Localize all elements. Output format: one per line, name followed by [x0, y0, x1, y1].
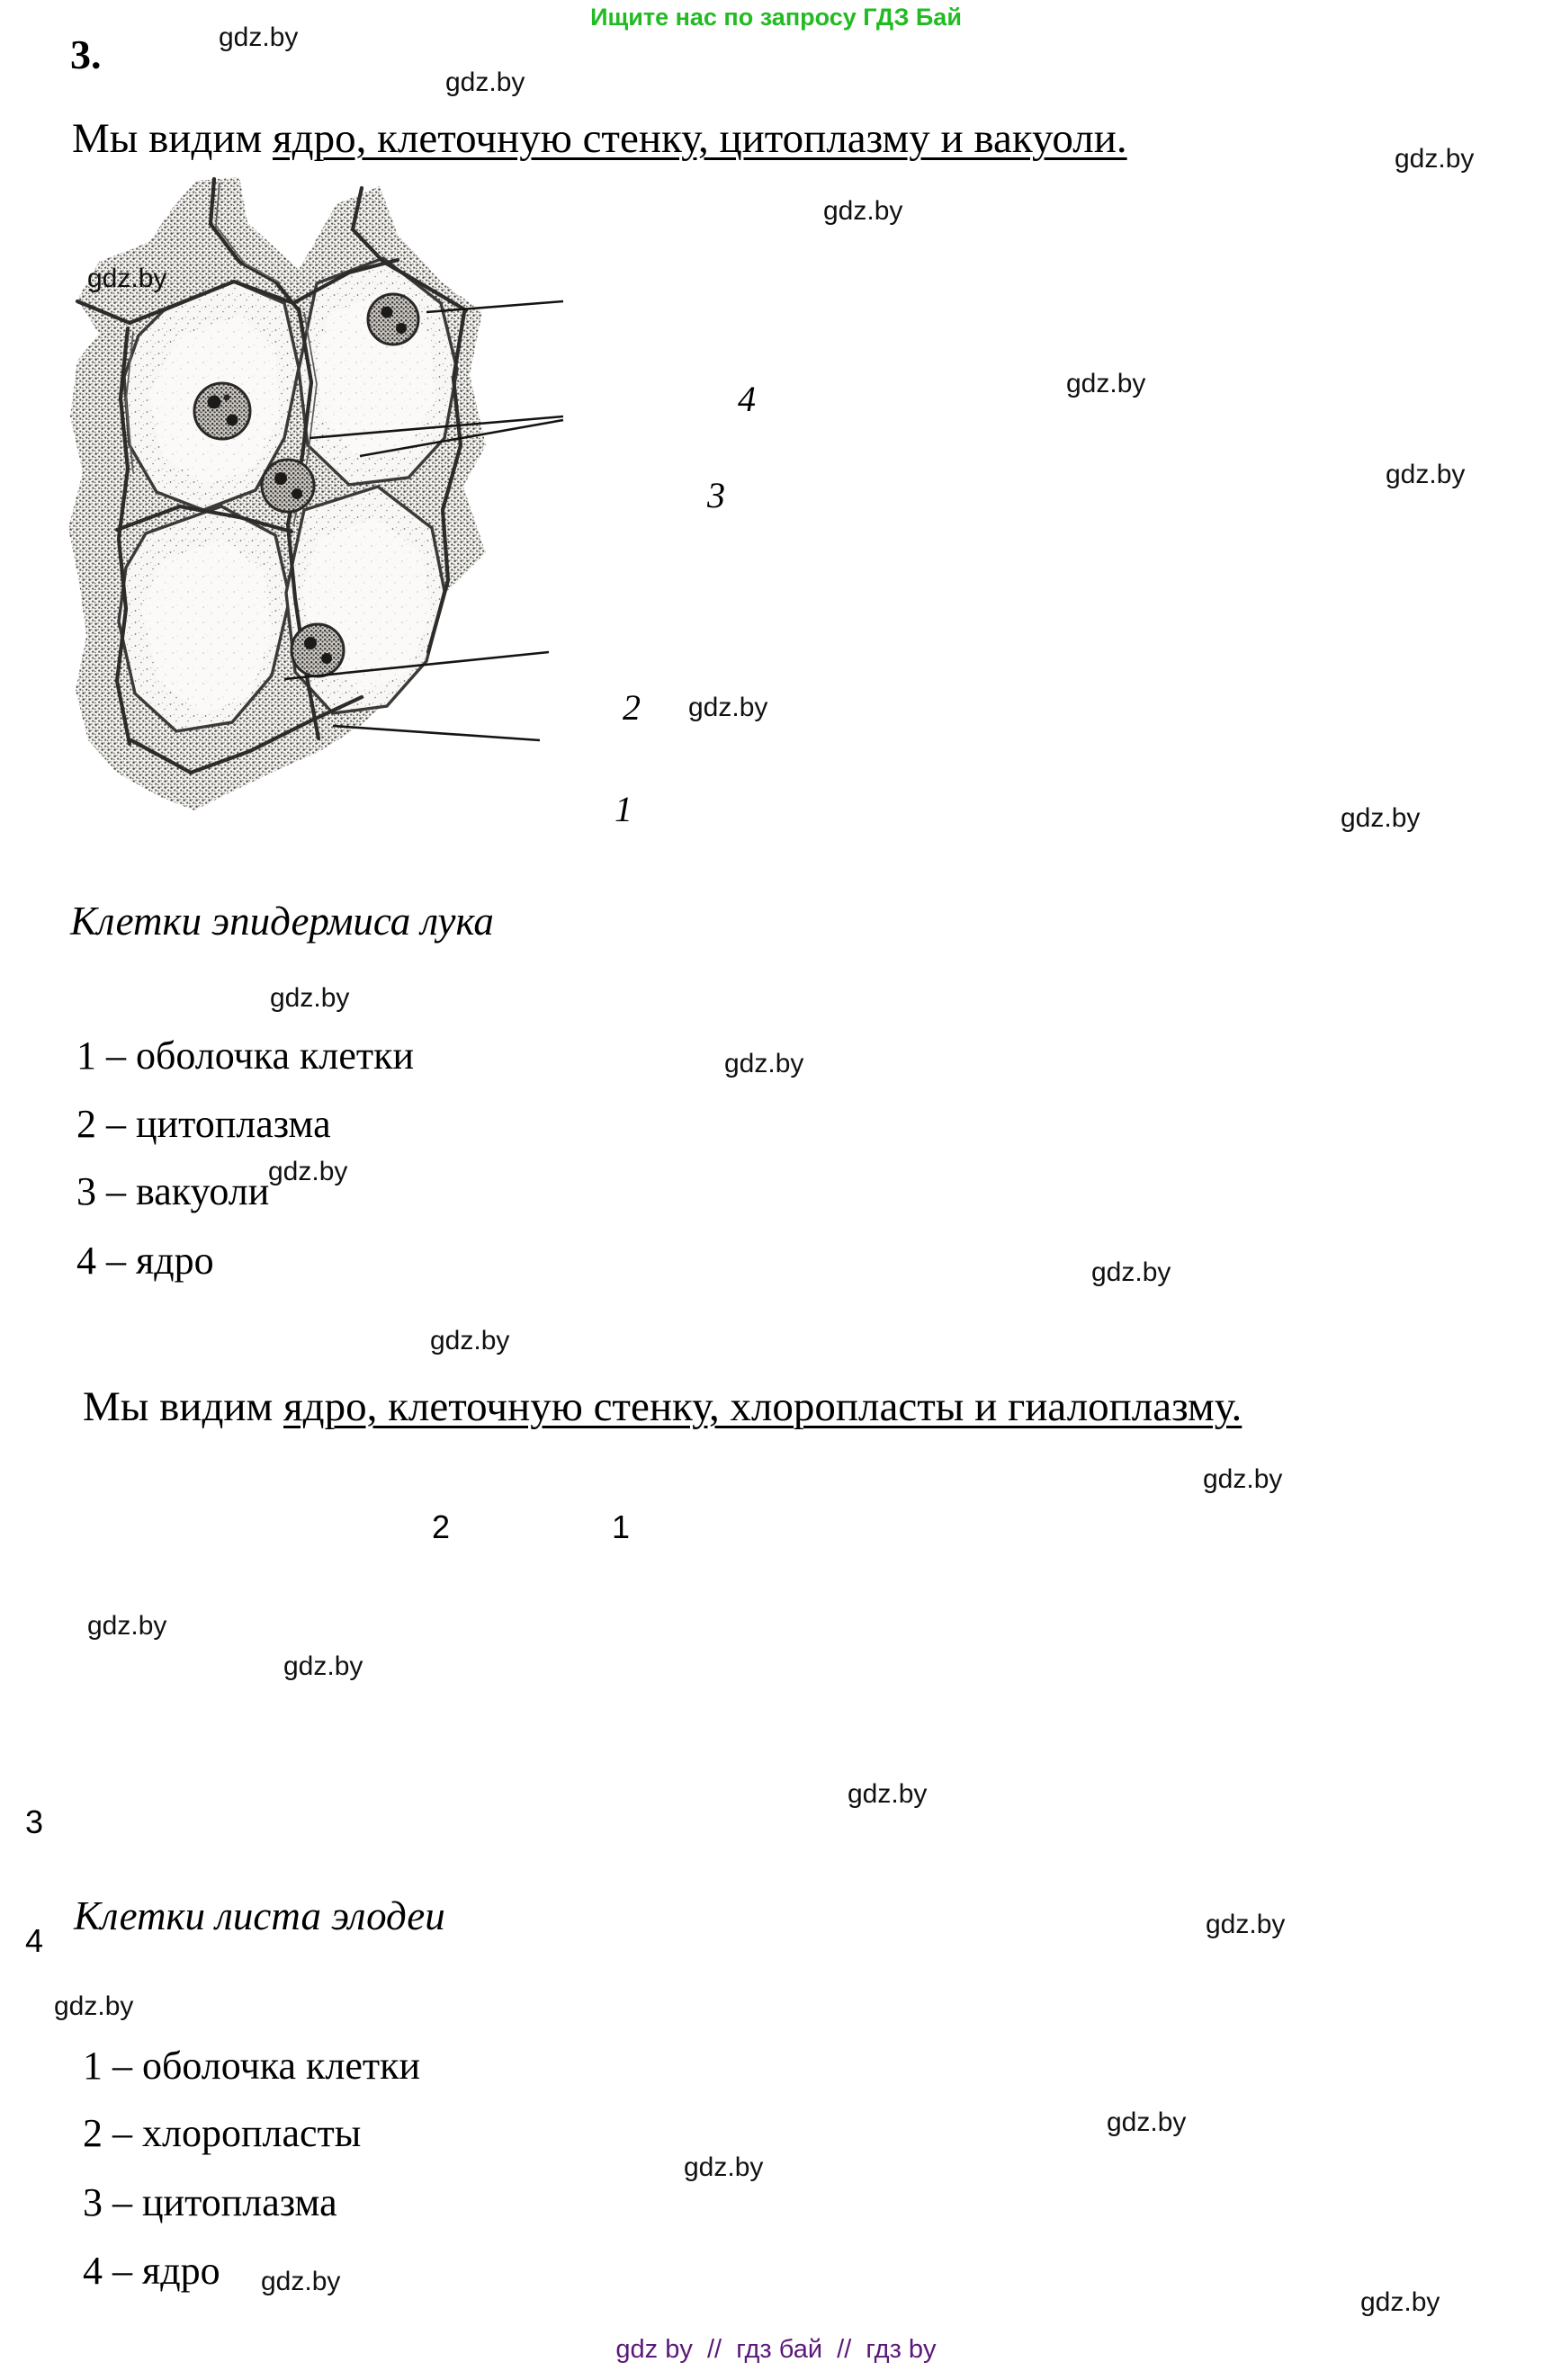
watermark: gdz.by [684, 2152, 764, 2182]
leader-to-1 [333, 726, 540, 740]
watermark: gdz.by [1360, 2287, 1440, 2317]
watermark: gdz.by [261, 2267, 341, 2296]
onion-legend-4: 4 – ядро [76, 1239, 214, 1283]
elodea-callout-1: 1 [612, 1508, 631, 1545]
answer-elodea-underlined: ядро, клеточную стенку, хлоропласты и гиалоплазму. [283, 1383, 1242, 1430]
onion-callout-2: 2 [623, 687, 641, 728]
watermark: gdz.by [268, 1157, 348, 1186]
watermark: gdz.by [1386, 460, 1466, 489]
onion-legend-2: 2 – цитоплазма [76, 1102, 331, 1146]
answer-onion-underlined: ядро, клеточную стенку, цитоплазму и вакуоли. [273, 115, 1127, 162]
onion-callout-1: 1 [615, 789, 632, 829]
site-footer: gdz by // гдз бай // гдз by [615, 2335, 937, 2364]
elodea-legend-3: 3 – цитоплазма [83, 2180, 337, 2224]
answer-onion-lead: Мы видим [72, 115, 274, 162]
answer-elodea [83, 1385, 1242, 1429]
watermark: gdz.by [87, 1611, 167, 1641]
watermark: gdz.by [1091, 1257, 1171, 1287]
watermark: gdz.by [1066, 369, 1146, 398]
watermark: gdz.by [724, 1049, 804, 1078]
elodea-callout-3: 3 [25, 1803, 44, 1840]
onion-caption: Клетки эпидермиса лука [70, 899, 494, 944]
watermark: gdz.by [87, 264, 167, 293]
nucleus-b [368, 294, 418, 344]
elodea-callout-2: 2 [432, 1508, 451, 1545]
watermark: gdz.by [270, 983, 350, 1013]
elodea-caption: Клетки листа элодеи [74, 1893, 445, 1938]
nucleus-d [292, 624, 344, 676]
elodea-callout-4: 4 [25, 1922, 44, 1959]
elodea-legend-1: 1 – оболочка клетки [83, 2044, 421, 2088]
watermark: gdz.by [219, 22, 299, 52]
onion-callout-3: 3 [707, 475, 725, 515]
onion-callout-4: 4 [738, 379, 756, 419]
promo-banner: Ищите нас по запросу ГДЗ Бай [590, 4, 962, 31]
watermark: gdz.by [823, 196, 903, 226]
watermark: gdz.by [848, 1779, 928, 1809]
watermark: gdz.by [430, 1326, 510, 1356]
answer-onion [72, 117, 1127, 161]
watermark: gdz.by [1341, 803, 1421, 833]
onion-legend-1: 1 – оболочка клетки [76, 1033, 415, 1078]
nucleus-c [262, 460, 314, 512]
watermark: gdz.by [1107, 2107, 1187, 2137]
onion-legend-3: 3 – вакуоли [76, 1169, 270, 1213]
watermark: gdz.by [1203, 1464, 1283, 1494]
watermark: gdz.by [283, 1651, 363, 1681]
answer-elodea-lead: Мы видим [83, 1383, 284, 1430]
watermark: gdz.by [688, 693, 768, 722]
watermark: gdz.by [1395, 144, 1475, 174]
watermark: gdz.by [445, 67, 525, 97]
watermark: gdz.by [54, 1991, 134, 2021]
watermark: gdz.by [1206, 1910, 1286, 1939]
elodea-legend-4: 4 – ядро [83, 2249, 220, 2293]
elodea-legend-2: 2 – хлоропласты [83, 2111, 362, 2155]
elodea-leaf-illustration [0, 1466, 990, 2024]
nucleus-a [194, 383, 250, 439]
task-number: 3. [70, 31, 102, 77]
